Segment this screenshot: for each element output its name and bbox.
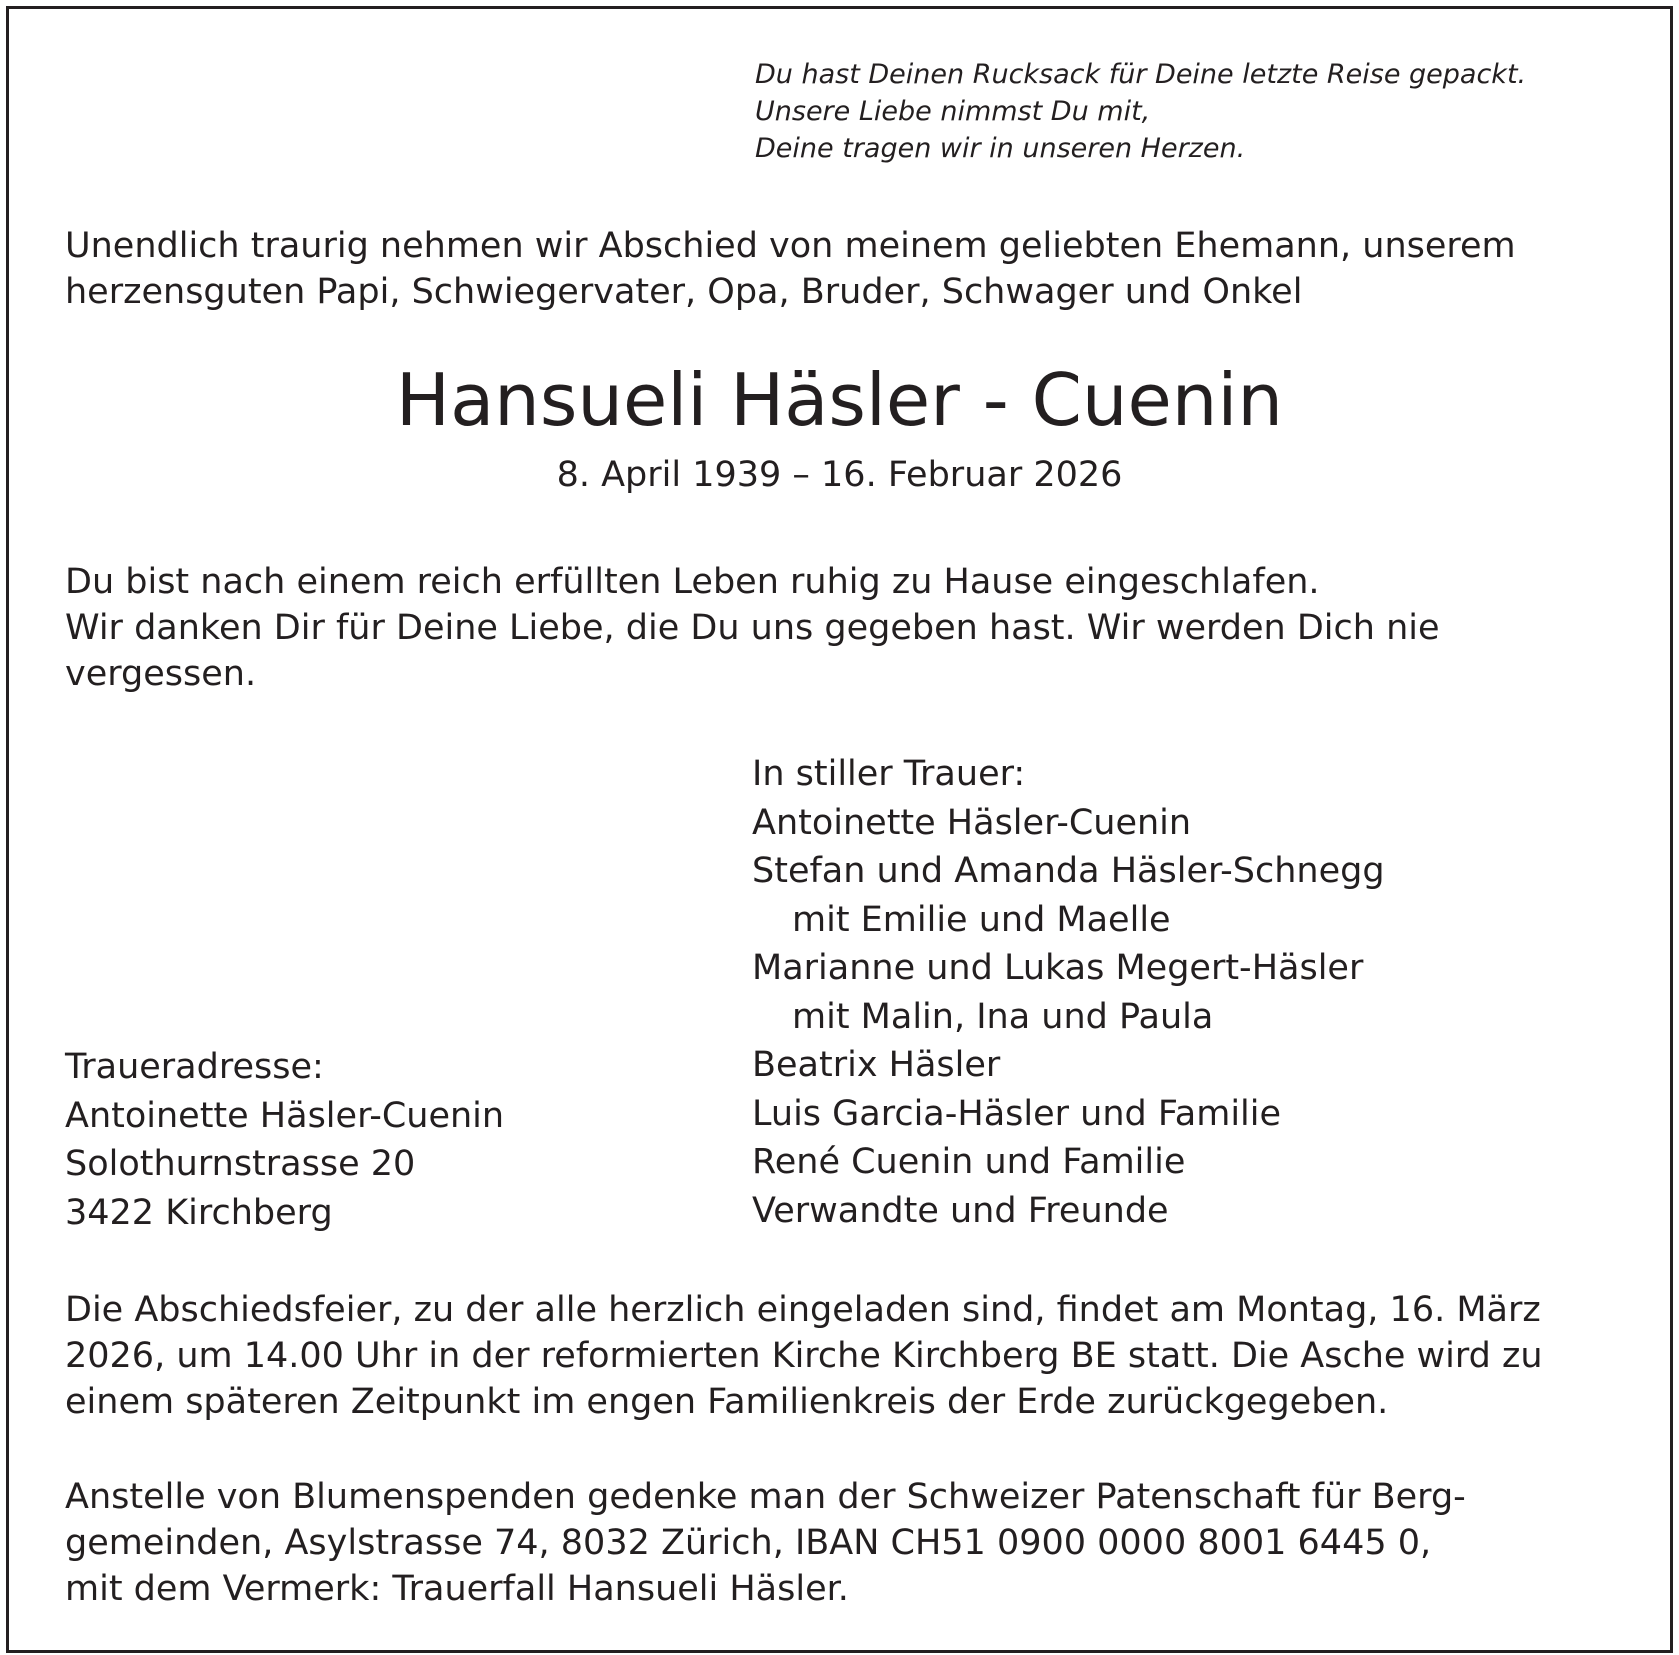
intro-paragraph [65, 223, 1516, 315]
life-dates: 8. April 1939 – 16. Februar 2026 [556, 455, 1123, 495]
mourner-subentry: mit Emilie und Maelle [792, 899, 1171, 940]
ceremony-line: einem späteren Zeitpunkt im engen Familienkreis der Erde zurückgegeben. [65, 1382, 1389, 1422]
mourner-entry: Antoinette Häsler-Cuenin [752, 802, 1192, 843]
mourner-entry: René Cuenin und Familie [752, 1142, 1186, 1182]
mourner-entry: Luis Garcia-Häsler und Familie [752, 1093, 1282, 1134]
intro-line: herzensguten Papi, Schwiegervater, Opa, Bruder, Schwager und Onkel [65, 272, 1303, 312]
donation-line: Anstelle von Blumenspenden gedenke man der Schweizer Patenschaft für Berg- [65, 1477, 1466, 1517]
mourner-subentry: mit Malin, Ina und Paula [792, 996, 1214, 1037]
mourner-entry: Beatrix Häsler [752, 1045, 1001, 1085]
mourner-entry: Stefan und Amanda Häsler-Schnegg [752, 851, 1385, 891]
farewell-line: vergessen. [65, 654, 257, 694]
deceased-name: Hansueli Häsler - Cuenin [395, 358, 1284, 442]
donation-line: gemeinden, Asylstrasse 74, 8032 Zürich, IBAN CH51 0900 0000 8001 6445 0, [65, 1523, 1432, 1563]
intro-line: Unendlich traurig nehmen wir Abschied von meinem geliebten Ehemann, unserem [65, 226, 1516, 266]
ceremony-line: 2026, um 14.00 Uhr in der reformierten Kirche Kirchberg BE statt. Die Asche wird zu [65, 1336, 1543, 1376]
ceremony-line: Die Abschiedsfeier, zu der alle herzlich eingeladen sind, findet am Montag, 16. März [65, 1290, 1541, 1330]
donation-paragraph [65, 1474, 1466, 1612]
farewell-line: Du bist nach einem reich erfüllten Leben ruhig zu Hause eingeschlafen. [65, 562, 1320, 602]
mourner-entry: Verwandte und Freunde [752, 1190, 1169, 1231]
address-line: 3422 Kirchberg [65, 1192, 333, 1233]
address-heading: Traueradresse: [65, 1047, 324, 1087]
quote-block [755, 56, 1526, 167]
farewell-paragraph [65, 559, 1440, 697]
mourning-address [65, 1043, 504, 1237]
quote-line: Deine tragen wir in unseren Herzen. [755, 133, 1246, 164]
quote-line: Du hast Deinen Rucksack für Deine letzte Reise gepackt. [755, 59, 1527, 90]
mourners-list [752, 750, 1385, 1235]
mourners-heading: In stiller Trauer: [752, 754, 1026, 794]
quote-line: Unsere Liebe nimmst Du mit, [755, 96, 1151, 127]
mourner-entry: Marianne und Lukas Megert-Häsler [752, 948, 1364, 988]
donation-line: mit dem Vermerk: Trauerfall Hansueli Häsler. [65, 1569, 849, 1609]
farewell-line: Wir danken Dir für Deine Liebe, die Du uns gegeben hast. Wir werden Dich nie [65, 608, 1440, 648]
ceremony-paragraph [65, 1287, 1543, 1425]
address-line: Antoinette Häsler-Cuenin [65, 1095, 505, 1136]
address-line: Solothurnstrasse 20 [65, 1144, 416, 1184]
